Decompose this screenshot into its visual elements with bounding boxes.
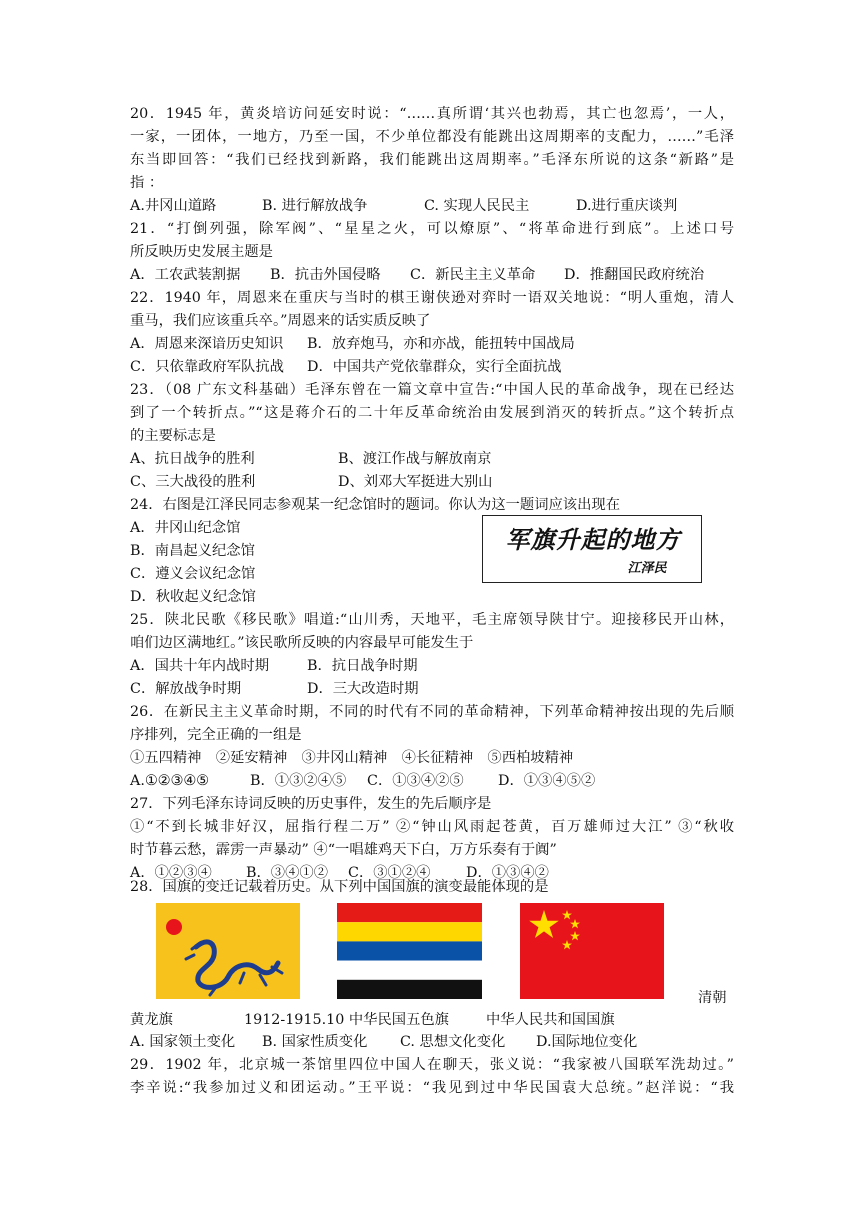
q20-stem-line-3: 东当即回答：“我们已经找到新路，我们能跳出这周期率。”毛泽东所说的这条“新路”是 (130, 152, 734, 168)
q28-caption-prc: 中华人民共和国国旗 (486, 1012, 615, 1028)
q23-stem-line-3: 的主要标志是 (130, 428, 216, 444)
q26-option-b: B．①③②④⑤ (250, 773, 347, 789)
q28-caption-qing-part2: 黄龙旗 (130, 1012, 173, 1028)
q25-option-c: C．解放战争时期 (130, 681, 242, 697)
q22-option-b: B．放弃炮马，亦和亦战，能扭转中国战局 (307, 336, 575, 352)
q28-option-a: A. 国家领土变化 (130, 1034, 236, 1050)
q27-option-a: A．①②③④ (130, 865, 212, 881)
q29-stem-line-1: 29．1902 年，北京城一茶馆里四位中国人在聊天，张义说：“我家被八国联军洗劫过。” (130, 1057, 734, 1073)
q21-stem-line-2: 所反映历史发展主题是 (130, 244, 273, 260)
five-flag-red-stripe (337, 903, 482, 922)
five-color-flag (337, 903, 482, 999)
calligraphy-signature-text: 江泽民 (627, 561, 667, 576)
q24-option-d: D．秋收起义纪念馆 (130, 589, 256, 605)
five-color-flag-graphic (337, 903, 482, 999)
q26-stem-line-3: ①五四精神 ②延安精神 ③井冈山精神 ④长征精神 ⑤西柏坡精神 (130, 750, 574, 766)
q20-stem-line-1: 20．1945 年，黄炎培访问延安时说：“……真所谓‘其兴也勃焉，其亡也忽焉’，一人， (130, 106, 734, 122)
q20-stem-line-4: 指 ： (130, 175, 164, 191)
five-flag-yellow-stripe (337, 922, 482, 941)
q26-option-d: D．①③④⑤② (498, 773, 596, 789)
q25-option-d: D．三大改造时期 (307, 681, 419, 697)
q23-option-d: D、刘邓大军挺进大别山 (338, 474, 493, 490)
five-flag-blue-stripe (337, 941, 482, 960)
q28-option-d: D.国际地位变化 (536, 1034, 638, 1050)
q21-option-a: A．工农武装割据 (130, 267, 241, 283)
q20-option-a: A.井冈山道路 (130, 198, 217, 214)
qing-yellow-dragon-flag (156, 903, 300, 999)
calligraphy-inscription-image (482, 515, 702, 583)
q24-stem-line-1: 24．右图是江泽民同志参观某一纪念馆时的题词。你认为这一题词应该出现在 (130, 497, 620, 513)
q28-caption-qing-part1: 清朝 (698, 990, 727, 1006)
qing-flag-graphic (156, 903, 300, 999)
q23-option-c: C、三大战役的胜利 (130, 474, 256, 490)
q20-option-d: D.进行重庆谈判 (576, 198, 678, 214)
q25-option-a: A．国共十年内战时期 (130, 658, 269, 674)
q27-option-b: B．③④①② (246, 865, 328, 881)
q27-stem-line-3: 时节暮云愁，霹雳一声暴动” ④“一唱雄鸡天下白，万方乐奏有于阗” (130, 842, 557, 858)
q24-option-a: A．井冈山纪念馆 (130, 520, 241, 536)
q24-option-b: B．南昌起义纪念馆 (130, 543, 255, 559)
qing-flag-sun (166, 919, 182, 935)
q25-stem-line-2: 咱们边区满地红。”该民歌所反映的内容最早可能发生于 (130, 635, 474, 651)
five-flag-black-stripe (337, 980, 482, 999)
q28-caption-five-color: 1912-1915.10 中华民国五色旗 (244, 1012, 449, 1028)
q25-option-b: B．抗日战争时期 (307, 658, 418, 674)
q22-stem-line-1: 22．1940 年，周恩来在重庆与当时的棋王谢侠逊对弈时一语双关地说：“明人重炮，清人 (130, 290, 734, 306)
q24-option-c: C．遵义会议纪念馆 (130, 566, 256, 582)
q22-option-a: A．周恩来深谙历史知识 (130, 336, 284, 352)
q20-stem-line-2: 一家，一团体，一地方，乃至一国，不少单位都没有能跳出这周期率的支配力，……”毛泽 (130, 129, 734, 145)
q26-stem-line-1: 26．在新民主主义革命时期，不同的时代有不同的革命精神，下列革命精神按出现的先后顺 (130, 704, 734, 720)
q27-stem-line-2: ①“不到长城非好汉，屈指行程二万” ②“钟山风雨起苍黄，百万雄师过大江” ③“秋收 (130, 819, 734, 835)
calligraphy-inscription-text: 军旗升起的地方 (505, 525, 681, 554)
q28-stem-line-1: 28．国旗的变迁记载着历史。从下列中国国旗的演变最能体现的是 (130, 879, 549, 895)
prc-flag-graphic (520, 903, 664, 999)
q26-option-c: C．①③④②⑤ (367, 773, 464, 789)
q21-option-b: B．抗击外国侵略 (270, 267, 381, 283)
prc-national-flag (520, 903, 664, 999)
q23-option-b: B、渡江作战与解放南京 (338, 451, 492, 467)
q23-option-a: A、抗日战争的胜利 (130, 451, 255, 467)
q27-stem-line-1: 27．下列毛泽东诗词反映的历史事件，发生的先后顺序是 (130, 796, 492, 812)
q26-stem-line-2: 序排列，完全正确的一组是 (130, 727, 302, 743)
q21-option-d: D．推翻国民政府统治 (564, 267, 705, 283)
q22-option-c: C．只依靠政府军队抗战 (130, 359, 284, 375)
q20-option-c: C. 实现人民民主 (424, 198, 530, 214)
q27-option-d: D．①③④② (466, 865, 549, 881)
q25-stem-line-1: 25．陕北民歌《移民歌》唱道:“山川秀，天地平，毛主席领导陕甘宁。迎接移民开山林， (130, 612, 734, 628)
q23-stem-line-2: 到了一个转折点。”“这是蒋介石的二十年反革命统治由发展到消灭的转折点。”这个转折点 (130, 405, 734, 421)
q22-stem-line-2: 重马，我们应该重兵卒。”周恩来的话实质反映了 (130, 313, 431, 329)
q26-option-a: A.①②③④⑤ (130, 773, 209, 789)
q22-option-d: D．中国共产党依靠群众，实行全面抗战 (307, 359, 562, 375)
q23-stem-line-1: 23．（08 广东文科基础）毛泽东曾在一篇文章中宣告:“中国人民的革命战争，现在已经达 (130, 382, 734, 398)
q28-option-b: B. 国家性质变化 (262, 1034, 368, 1050)
qing-flag-field (156, 903, 300, 999)
q20-option-b: B. 进行解放战争 (262, 198, 368, 214)
q29-stem-line-2: 李辛说:“我参加过义和团运动。”王平说：“我见到过中华民国袁大总统。”赵洋说：“我 (130, 1080, 734, 1096)
q21-option-c: C．新民主主义革命 (410, 267, 536, 283)
q27-option-c: C．③①②④ (348, 865, 431, 881)
q21-stem-line-1: 21．“打倒列强，除军阀”、“星星之火，可以燎原”、“将革命进行到底”。上述口号 (130, 221, 734, 237)
five-flag-white-stripe (337, 961, 482, 980)
q28-option-c: C. 思想文化变化 (400, 1034, 506, 1050)
